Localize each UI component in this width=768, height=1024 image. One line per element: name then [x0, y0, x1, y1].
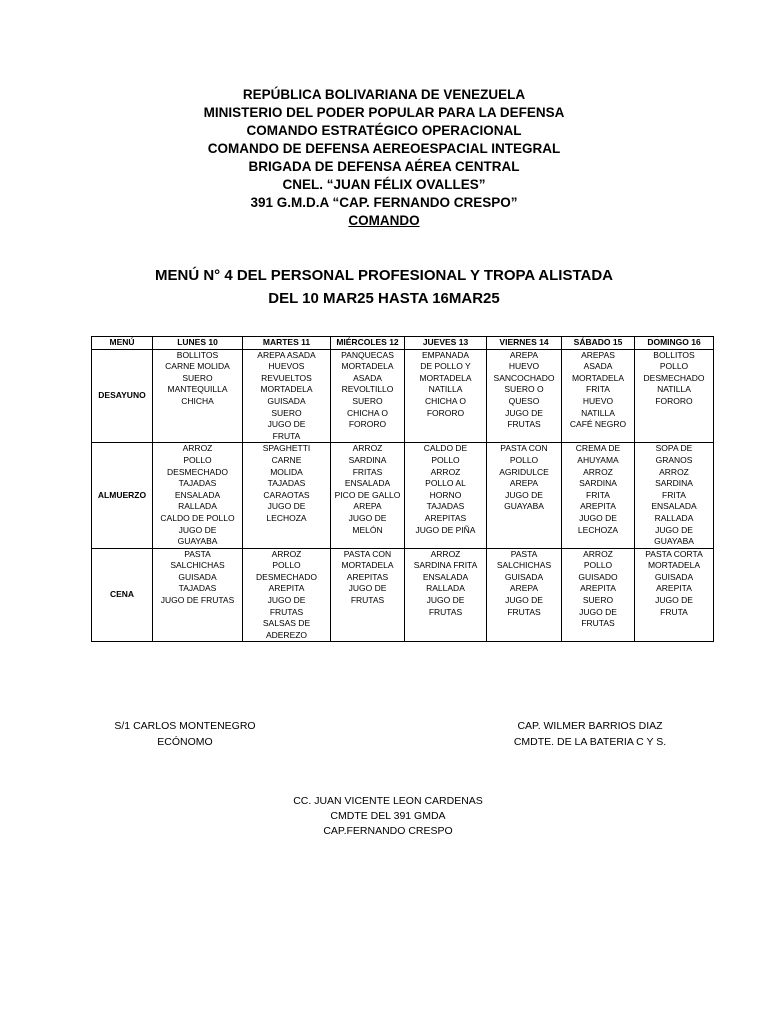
column-header-day: SÁBADO 15 — [562, 337, 635, 350]
menu-item-line: TAJADAS — [178, 478, 217, 489]
menu-item-line: FRITAS — [352, 466, 383, 477]
menu-item-line: AGRIDULCE — [499, 466, 549, 477]
menu-item-line: POLLO — [659, 361, 689, 372]
menu-item-line: SARDINA — [579, 478, 617, 489]
title-line-1: MENÚ N° 4 DEL PERSONAL PROFESIONAL Y TROPA ALISTADA — [155, 267, 613, 284]
menu-item-line: FRUTAS — [581, 618, 615, 629]
menu-item-line: FRUTAS — [269, 606, 304, 617]
menu-item-line: CREMA DE — [575, 443, 621, 454]
menu-item-line: AREPAS — [581, 349, 615, 360]
menu-item-line: FRITA — [586, 384, 610, 395]
menu-item-line: FRITA — [662, 489, 686, 500]
signature-role: CAP.FERNANDO CRESPO — [323, 825, 453, 837]
menu-item-line: SARDINA FRITA — [413, 560, 478, 571]
menu-cell — [331, 548, 405, 642]
menu-item-line: ARROZ — [182, 443, 213, 454]
menu-item-line: JUGO DE — [267, 501, 306, 512]
menu-item-line: RALLADA — [654, 512, 694, 523]
menu-item-line: JUGO DE — [505, 595, 543, 606]
menu-item-line: JUGO DE — [348, 583, 387, 594]
menu-cell — [331, 443, 405, 548]
menu-item-line: JUGO DE PIÑA — [415, 524, 476, 535]
menu-item-line: POLLO — [583, 560, 613, 571]
header-line: COMANDO ESTRATÉGICO OPERACIONAL — [246, 123, 522, 138]
menu-item-line: FRUTAS — [507, 419, 541, 430]
menu-cell — [243, 349, 331, 443]
menu-item-line: RALLADA — [426, 583, 465, 594]
column-header-day: MARTES 11 — [243, 337, 331, 350]
menu-item-line: TAJADAS — [178, 583, 217, 594]
menu-item-line: SUERO — [582, 595, 614, 606]
column-header-day: JUEVES 13 — [405, 337, 487, 350]
menu-item-line: POLLO AL — [425, 478, 466, 489]
menu-item-line: SUERO O — [504, 384, 544, 395]
menu-item-line: GUISADA — [654, 571, 694, 582]
meal-label: DESAYUNO — [92, 349, 153, 443]
menu-item-line: POLLO — [431, 454, 460, 465]
menu-item-line: HUEVO — [508, 361, 540, 372]
menu-item-line: CARNE — [271, 454, 302, 465]
menu-item-line: EMPANADA — [421, 349, 470, 360]
menu-item-line: AREPA ASADA — [257, 349, 316, 360]
menu-cell — [487, 548, 562, 642]
signature-name: CAP. WILMER BARRIOS DIAZ — [517, 720, 663, 732]
menu-item-line: GUISADA — [178, 571, 217, 582]
signature-group-commander — [0, 794, 768, 839]
menu-cell — [243, 548, 331, 642]
menu-cell — [405, 443, 487, 548]
menu-item-line: ARROZ — [430, 548, 461, 559]
header-line: 391 G.M.D.A “CAP. FERNANDO CRESPO” — [250, 195, 518, 210]
menu-item-line: ENSALADA — [344, 478, 391, 489]
menu-cell — [487, 443, 562, 548]
menu-item-line: CALDO DE POLLO — [160, 512, 235, 523]
menu-item-line: POLLO — [509, 454, 539, 465]
menu-item-line: PASTA CORTA — [645, 548, 703, 559]
header-line: MINISTERIO DEL PODER POPULAR PARA LA DEFENSA — [203, 105, 565, 120]
menu-item-line: MORTADELA — [647, 560, 701, 571]
menu-cell — [635, 349, 714, 443]
menu-item-line: LECHOZA — [577, 524, 619, 535]
menu-item-line: JUGO DE — [267, 419, 306, 430]
menu-item-line: SOPA DE — [655, 443, 693, 454]
menu-item-line: JUGO DE — [655, 595, 693, 606]
menu-table — [91, 336, 714, 642]
menu-item-line: ARROZ — [271, 548, 302, 559]
menu-item-line: FORORO — [348, 419, 387, 430]
menu-cell — [243, 443, 331, 548]
menu-item-line: DESMECHADO — [167, 466, 228, 477]
menu-item-line: AREPITAS — [346, 571, 389, 582]
menu-item-line: FRUTAS — [350, 595, 385, 606]
menu-item-line: HUEVOS — [268, 361, 305, 372]
menu-item-line: SARDINA — [655, 478, 693, 489]
menu-item-line: ASADA — [353, 372, 382, 383]
menu-item-line: SUERO — [271, 407, 302, 418]
menu-item-line: MELÓN — [352, 524, 383, 535]
header-line: COMANDO DE DEFENSA AEREOESPACIAL INTEGRAL — [207, 141, 561, 156]
menu-cell — [562, 443, 635, 548]
menu-cell — [562, 349, 635, 443]
menu-item-line: CARAOTAS — [263, 489, 310, 500]
menu-item-line: REVUELTOS — [261, 372, 312, 383]
menu-cell — [405, 349, 487, 443]
menu-item-line: PASTA CON — [343, 548, 392, 559]
menu-cell — [153, 443, 243, 548]
menu-cell — [331, 349, 405, 443]
menu-title — [0, 264, 768, 310]
menu-item-line: PASTA — [184, 548, 211, 559]
menu-item-line: SALCHICHAS — [170, 560, 225, 571]
signature-role: ECÓNOMO — [157, 736, 213, 748]
menu-item-line: BOLLITOS — [176, 349, 219, 360]
header-line: CNEL. “JUAN FÉLIX OVALLES” — [282, 177, 486, 192]
menu-item-line: FRUTAS — [507, 606, 541, 617]
menu-item-line: SARDINA — [348, 454, 387, 465]
menu-item-line: NATILLA — [428, 384, 463, 395]
menu-item-line: AREPA — [509, 478, 539, 489]
signature-name: S/1 CARLOS MONTENEGRO — [114, 720, 256, 732]
menu-item-line: AREPITA — [580, 501, 616, 512]
meal-label: CENA — [92, 548, 153, 642]
menu-item-line: PICO DE GALLO — [334, 489, 401, 500]
menu-item-line: GUAYABA — [654, 536, 694, 547]
menu-item-line: ARROZ — [583, 548, 613, 559]
menu-item-line: FRUTA — [660, 606, 688, 617]
menu-item-line: JUGO DE — [579, 606, 617, 617]
column-header-day: DOMINGO 16 — [635, 337, 714, 350]
table-row — [92, 349, 714, 443]
menu-item-line: SANCOCHADO — [493, 372, 555, 383]
menu-item-line: SALSAS DE — [262, 618, 311, 629]
column-header-menu: MENÚ — [92, 337, 153, 350]
menu-item-line: GRANOS — [655, 454, 693, 465]
menu-item-line: CHICHA O — [346, 407, 389, 418]
menu-item-line: AREPITA — [268, 583, 305, 594]
menu-item-line: CARNE MOLIDA — [165, 361, 230, 372]
menu-item-line: ARROZ — [352, 443, 383, 454]
menu-item-line: SALCHICHAS — [496, 560, 552, 571]
menu-item-line: FRITA — [586, 489, 610, 500]
menu-item-line: MORTADELA — [341, 361, 394, 372]
menu-item-line: TAJADAS — [426, 501, 465, 512]
menu-item-line: ASADA — [583, 361, 613, 372]
menu-item-line: CHICHA — [181, 395, 214, 406]
menu-item-line: AREPA — [353, 501, 382, 512]
menu-item-line: JUGO DE — [505, 489, 543, 500]
header-line: REPÚBLICA BOLIVARIANA DE VENEZUELA — [242, 87, 526, 102]
menu-cell — [635, 548, 714, 642]
menu-item-line: CHICHA O — [424, 395, 467, 406]
menu-item-line: MORTADELA — [571, 372, 625, 383]
menu-item-line: ENSALADA — [651, 501, 697, 512]
menu-item-line: MOLIDA — [270, 466, 303, 477]
menu-item-line: SPAGHETTI — [262, 443, 311, 454]
menu-item-line: POLLO — [183, 454, 212, 465]
menu-item-line: SUERO — [352, 395, 383, 406]
menu-item-line: GUISADA — [504, 571, 544, 582]
menu-item-line: AREPA — [509, 583, 539, 594]
menu-item-line: JUGO DE — [426, 595, 465, 606]
menu-item-line: TAJADAS — [267, 478, 306, 489]
menu-item-line: POLLO — [272, 560, 301, 571]
document-header — [0, 86, 768, 230]
menu-item-line: HUEVO — [582, 395, 614, 406]
menu-item-line: SUERO — [182, 372, 213, 383]
menu-item-line: GUISADO — [578, 571, 618, 582]
menu-cell — [635, 443, 714, 548]
menu-item-line: CALDO DE — [423, 443, 468, 454]
menu-item-line: JUGO DE — [579, 512, 617, 523]
menu-item-line: FRUTA — [272, 430, 301, 441]
menu-item-line: GUAYABA — [177, 536, 218, 547]
menu-item-line: ENSALADA — [422, 571, 469, 582]
menu-item-line: RALLADA — [178, 501, 217, 512]
menu-item-line: PASTA CON — [500, 443, 548, 454]
menu-item-line: ARROZ — [659, 466, 689, 477]
menu-item-line: AREPITAS — [424, 512, 467, 523]
column-header-day: VIERNES 14 — [487, 337, 562, 350]
signature-battery-commander — [500, 718, 680, 750]
menu-cell — [153, 349, 243, 443]
menu-item-line: DE POLLO Y — [420, 361, 471, 372]
menu-item-line: AREPITA — [656, 583, 692, 594]
menu-item-line: REVOLTILLO — [341, 384, 394, 395]
menu-item-line: FORORO — [655, 395, 693, 406]
menu-item-line: JUGO DE — [267, 595, 306, 606]
column-header-day: MIÉRCOLES 12 — [331, 337, 405, 350]
header-underlined-line — [0, 212, 768, 230]
menu-item-line: JUGO DE FRUTAS — [160, 595, 235, 606]
comando-label: COMANDO — [348, 213, 420, 228]
menu-item-line: HORNO — [429, 489, 462, 500]
menu-item-line: GUAYABA — [504, 501, 544, 512]
table-row — [92, 443, 714, 548]
table-row — [92, 548, 714, 642]
menu-item-line: BOLLITOS — [653, 349, 695, 360]
menu-item-line: ARROZ — [583, 466, 613, 477]
menu-cell — [562, 548, 635, 642]
header-line: BRIGADA DE DEFENSA AÉREA CENTRAL — [248, 159, 520, 174]
menu-item-line: NATILLA — [657, 384, 691, 395]
menu-item-line: JUGO DE — [505, 407, 543, 418]
meal-label: ALMUERZO — [92, 443, 153, 548]
menu-item-line: CAFÉ NEGRO — [569, 419, 627, 430]
menu-cell — [405, 548, 487, 642]
menu-cell — [487, 349, 562, 443]
menu-item-line: PASTA — [510, 548, 538, 559]
menu-item-line: DESMECHADO — [256, 571, 317, 582]
menu-item-line: MORTADELA — [341, 560, 394, 571]
menu-item-line: ADEREZO — [265, 629, 308, 640]
menu-item-line: LECHOZA — [266, 512, 307, 523]
menu-item-line: QUESO — [508, 395, 540, 406]
title-line-2: DEL 10 MAR25 HASTA 16MAR25 — [268, 290, 500, 307]
menu-item-line: DESMECHADO — [643, 372, 705, 383]
menu-item-line: FRUTAS — [428, 606, 463, 617]
signature-name: CC. JUAN VICENTE LEON CARDENAS — [293, 795, 483, 807]
menu-item-line: JUGO DE — [348, 512, 387, 523]
menu-item-line: NATILLA — [581, 407, 615, 418]
menu-cell — [153, 548, 243, 642]
menu-item-line: JUGO DE — [178, 524, 217, 535]
column-header-day: LUNES 10 — [153, 337, 243, 350]
menu-item-line: MORTADELA — [419, 372, 472, 383]
signature-role: CMDTE. DE LA BATERIA C Y S. — [513, 736, 667, 748]
menu-item-line: GUISADA — [267, 395, 306, 406]
menu-item-line: ENSALADA — [174, 489, 221, 500]
menu-item-line: FORORO — [426, 407, 465, 418]
menu-item-line: JUGO DE — [655, 524, 693, 535]
menu-item-line: AHUYAMA — [577, 454, 619, 465]
menu-item-line: MANTEQUILLA — [167, 384, 228, 395]
table-header-row — [92, 337, 714, 350]
table-body — [92, 349, 714, 642]
menu-item-line: AREPA — [509, 349, 539, 360]
menu-item-line: AREPITA — [580, 583, 616, 594]
signature-econome — [100, 718, 270, 750]
signature-role: CMDTE DEL 391 GMDA — [330, 810, 446, 822]
menu-item-line: ARROZ — [430, 466, 461, 477]
menu-item-line: MORTADELA — [260, 384, 313, 395]
menu-item-line: PANQUECAS — [341, 349, 394, 360]
